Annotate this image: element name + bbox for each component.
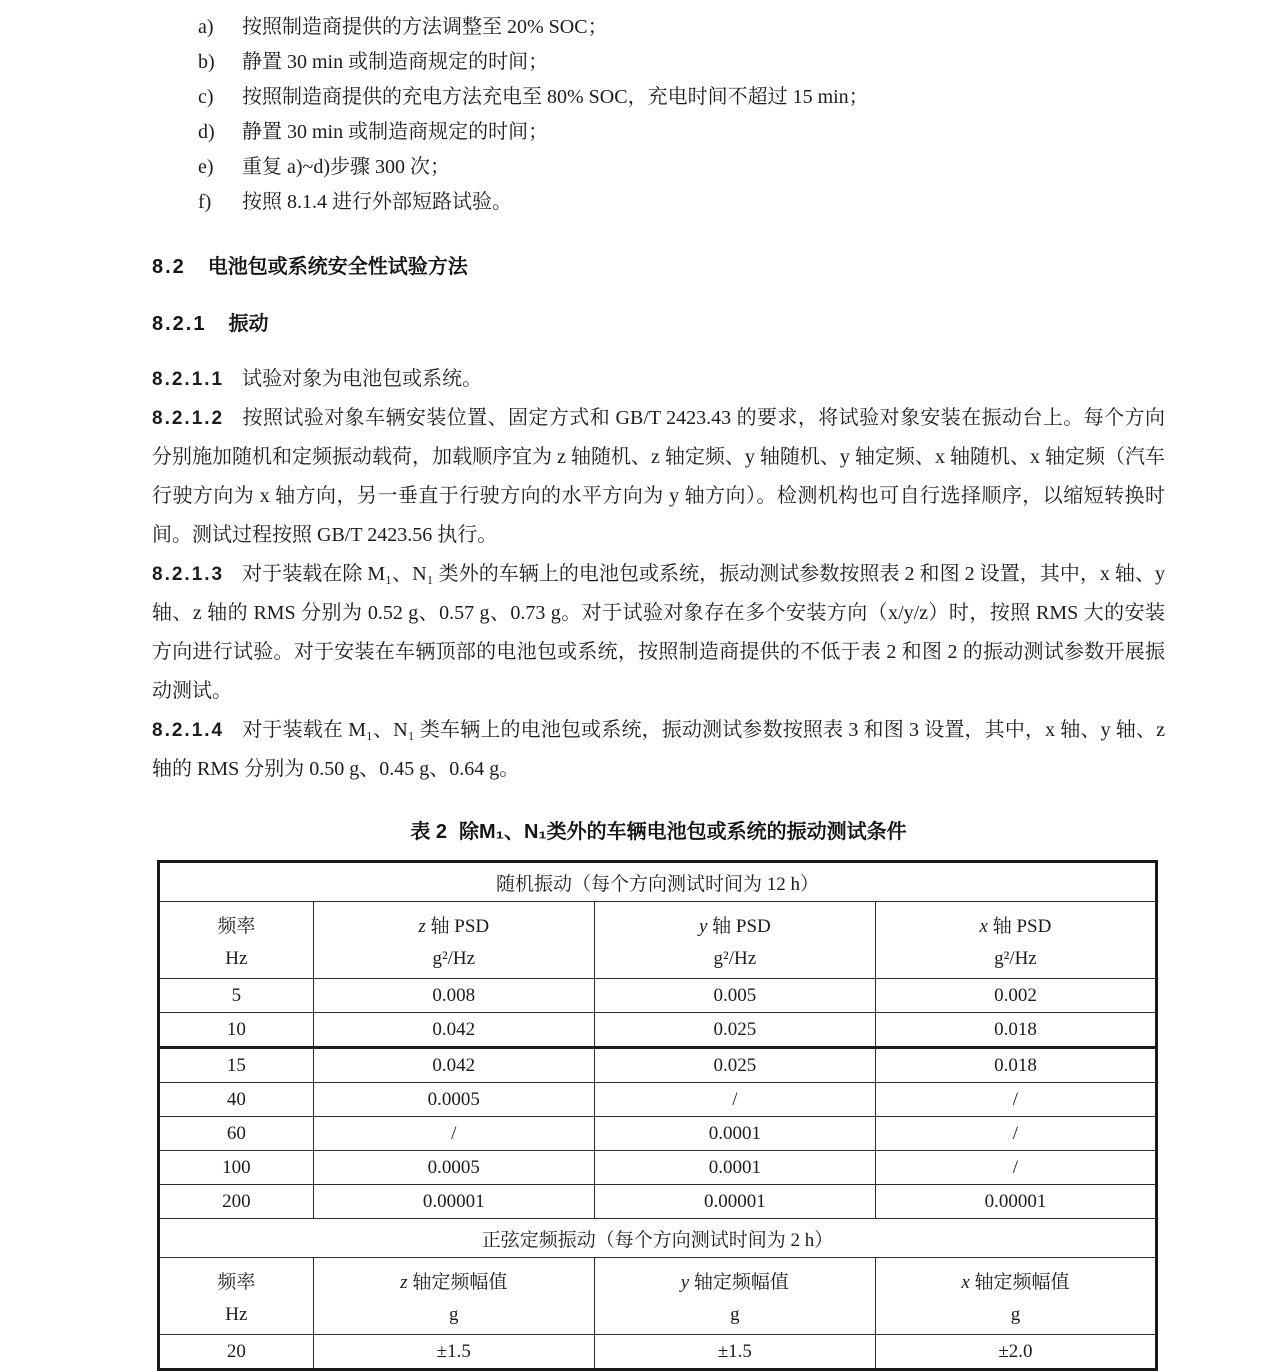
vibration-test-table: [157, 860, 1158, 1371]
table-row: [159, 1335, 1157, 1370]
axis-variable: x: [979, 915, 988, 937]
table-row: [159, 1117, 1157, 1151]
list-item-label: d): [198, 121, 215, 143]
list-item: [198, 10, 1165, 45]
header-z-psd: [313, 902, 594, 979]
axis-psd-suffix: 轴 PSD: [987, 915, 1052, 937]
random-header-row: [159, 902, 1157, 979]
table-row: [159, 1013, 1157, 1048]
sine-vibration-title: 正弦定频振动（每个方向测试时间为 2 h）: [159, 1219, 1157, 1258]
header-y-psd: [594, 902, 875, 979]
cell-frequency: 5: [159, 979, 314, 1013]
list-item: [198, 45, 1165, 80]
axis-amplitude-suffix: 轴定频幅值: [689, 1271, 789, 1293]
header-frequency: [159, 1258, 314, 1335]
psd-unit: g²/Hz: [432, 947, 476, 969]
axis-psd-label: [314, 911, 594, 938]
cell-x-psd: 0.018: [875, 1013, 1156, 1048]
axis-variable: z: [400, 1271, 408, 1293]
table-caption-number: 表 2: [410, 821, 448, 843]
cell-frequency: 60: [159, 1117, 314, 1151]
frequency-label: 频率: [217, 1271, 256, 1293]
section-title: 电池包或系统安全性试验方法: [207, 256, 468, 278]
header-x-amplitude: [875, 1258, 1156, 1335]
cell-z-amplitude: ±1.5: [313, 1335, 594, 1370]
header-x-psd: [875, 902, 1156, 979]
clause-text: 对于装载在除 M₁、N₁ 类外的车辆上的电池包或系统，振动测试参数按照表 2 和图 2 设置，其中，x 轴、y 轴、z 轴的 RMS 分别为 0.52 g、0.57 g、0.73 g。对于试验对象存在多个安装方向（x/y/z）时，按照 RMS 大的安装方向进行试验。对于安装在车辆顶部的电池包或系统，按照制造商提供的不低于表 2 和图 2 的振动测试参数开展振动测试。: [152, 563, 1165, 702]
frequency-unit: Hz: [225, 947, 248, 969]
table-caption-text: 除M₁、N₁类外的车辆电池包或系统的振动测试条件: [459, 821, 907, 843]
axis-amplitude-suffix: 轴定频幅值: [407, 1271, 508, 1293]
psd-unit: g²/Hz: [994, 947, 1037, 969]
table-row: [159, 1185, 1157, 1219]
psd-unit: g²/Hz: [713, 947, 757, 969]
sine-vibration-title-row: [159, 1219, 1157, 1258]
table-row: [159, 979, 1157, 1013]
cell-x-psd: 0.00001: [875, 1185, 1156, 1219]
list-item-label: a): [198, 16, 214, 38]
axis-psd-suffix: 轴 PSD: [425, 915, 490, 937]
clause-text: 按照试验对象车辆安装位置、固定方式和 GB/T 2423.43 的要求，将试验对象安装在振动台上。每个方向分别施加随机和定频振动载荷，加载顺序宜为 z 轴随机、z 轴定频、y 轴随机、y 轴定频、x 轴随机、x 轴定频（汽车行驶方向为 x 轴方向，另一垂直于行驶方向的水平方向为 y 轴方向）。检测机构也可自行选择顺序，以缩短转换时间。测试过程按照 GB/T 2423.56 执行。: [152, 407, 1165, 546]
amplitude-unit: g: [730, 1303, 740, 1325]
axis-variable: z: [418, 915, 426, 937]
cell-z-psd: 0.00001: [313, 1185, 594, 1219]
list-item: [198, 185, 1165, 220]
cell-frequency: 20: [159, 1335, 314, 1370]
list-item-text: 重复 a)~d)步骤 300 次；: [242, 156, 451, 178]
list-item-label: e): [198, 156, 214, 178]
cell-y-psd: 0.0001: [594, 1117, 875, 1151]
frequency-label: 频率: [217, 915, 256, 937]
header-y-amplitude: [594, 1258, 875, 1335]
cell-x-psd: 0.018: [875, 1048, 1156, 1083]
cell-x-psd: 0.002: [875, 979, 1156, 1013]
cell-y-psd: 0.025: [594, 1048, 875, 1083]
table-row: [159, 1083, 1157, 1117]
sine-header-row: [159, 1258, 1157, 1335]
frequency-unit: Hz: [225, 1303, 248, 1325]
clause-number: 8.2.1.3: [152, 564, 225, 585]
cell-z-psd: 0.042: [313, 1013, 594, 1048]
clause-text: 对于装载在 M₁、N₁ 类车辆上的电池包或系统，振动测试参数按照表 3 和图 3 设置，其中，x 轴、y 轴、z 轴的 RMS 分别为 0.50 g、0.45 g、0.64 g。: [152, 719, 1165, 780]
cell-y-psd: 0.00001: [594, 1185, 875, 1219]
clause-number: 8.2.1.2: [152, 408, 225, 429]
list-item-text: 按照 8.1.4 进行外部短路试验。: [242, 191, 512, 213]
list-item: [198, 115, 1165, 150]
cell-frequency: 10: [159, 1013, 314, 1048]
axis-psd-suffix: 轴 PSD: [707, 915, 771, 937]
cell-y-psd: 0.025: [594, 1013, 875, 1048]
page-content: [152, 10, 1165, 1371]
axis-psd-label: [595, 911, 875, 938]
list-item-text: 静置 30 min 或制造商规定的时间；: [242, 51, 549, 73]
clause-8-2-1-3: [152, 555, 1165, 711]
section-heading-8-2-1: [152, 307, 1165, 336]
procedure-step-list: [198, 10, 1165, 220]
cell-frequency: 100: [159, 1151, 314, 1185]
clause-number: 8.2.1.4: [152, 720, 225, 741]
cell-frequency: 200: [159, 1185, 314, 1219]
list-item-text: 按照制造商提供的方法调整至 20% SOC；: [242, 16, 608, 38]
table-2-caption: [152, 815, 1165, 844]
header-z-amplitude: [313, 1258, 594, 1335]
amplitude-unit: g: [449, 1303, 459, 1325]
cell-x-psd: /: [875, 1117, 1156, 1151]
random-vibration-title: 随机振动（每个方向测试时间为 12 h）: [159, 862, 1157, 902]
axis-amplitude-suffix: 轴定频幅值: [969, 1271, 1070, 1293]
clause-8-2-1-4: [152, 711, 1165, 789]
list-item: [198, 80, 1165, 115]
clause-8-2-1-1: [152, 360, 1165, 399]
list-item: [198, 150, 1165, 185]
axis-psd-label: [876, 911, 1155, 938]
cell-y-amplitude: ±1.5: [594, 1335, 875, 1370]
axis-variable: y: [680, 1271, 690, 1293]
clause-8-2-1-2: [152, 399, 1165, 555]
section-heading-8-2: [152, 250, 1165, 279]
clause-number: 8.2.1.1: [152, 369, 225, 390]
cell-z-psd: 0.042: [313, 1048, 594, 1083]
section-title: 振动: [228, 313, 269, 335]
cell-z-psd: /: [313, 1117, 594, 1151]
random-vibration-title-row: [159, 862, 1157, 902]
cell-x-amplitude: ±2.0: [875, 1335, 1156, 1370]
axis-variable: x: [961, 1271, 970, 1293]
list-item-label: c): [198, 86, 214, 108]
table-row: [159, 1151, 1157, 1185]
cell-y-psd: 0.0001: [594, 1151, 875, 1185]
list-item-label: f): [198, 191, 212, 213]
table-row: [159, 1048, 1157, 1083]
clause-text: 试验对象为电池包或系统。: [242, 368, 483, 390]
cell-x-psd: /: [875, 1083, 1156, 1117]
list-item-label: b): [198, 51, 215, 73]
list-item-text: 按照制造商提供的充电方法充电至 80% SOC，充电时间不超过 15 min；: [242, 86, 869, 108]
list-item-text: 静置 30 min 或制造商规定的时间；: [242, 121, 549, 143]
cell-y-psd: /: [594, 1083, 875, 1117]
header-frequency: [159, 902, 314, 979]
section-number: 8.2.1: [152, 313, 207, 335]
section-number: 8.2: [152, 256, 186, 278]
clause-block: [152, 360, 1165, 789]
cell-z-psd: 0.008: [313, 979, 594, 1013]
cell-z-psd: 0.0005: [313, 1151, 594, 1185]
amplitude-unit: g: [1010, 1303, 1021, 1325]
cell-y-psd: 0.005: [594, 979, 875, 1013]
cell-z-psd: 0.0005: [313, 1083, 594, 1117]
cell-frequency: 15: [159, 1048, 314, 1083]
axis-variable: y: [698, 915, 708, 937]
cell-frequency: 40: [159, 1083, 314, 1117]
cell-x-psd: /: [875, 1151, 1156, 1185]
